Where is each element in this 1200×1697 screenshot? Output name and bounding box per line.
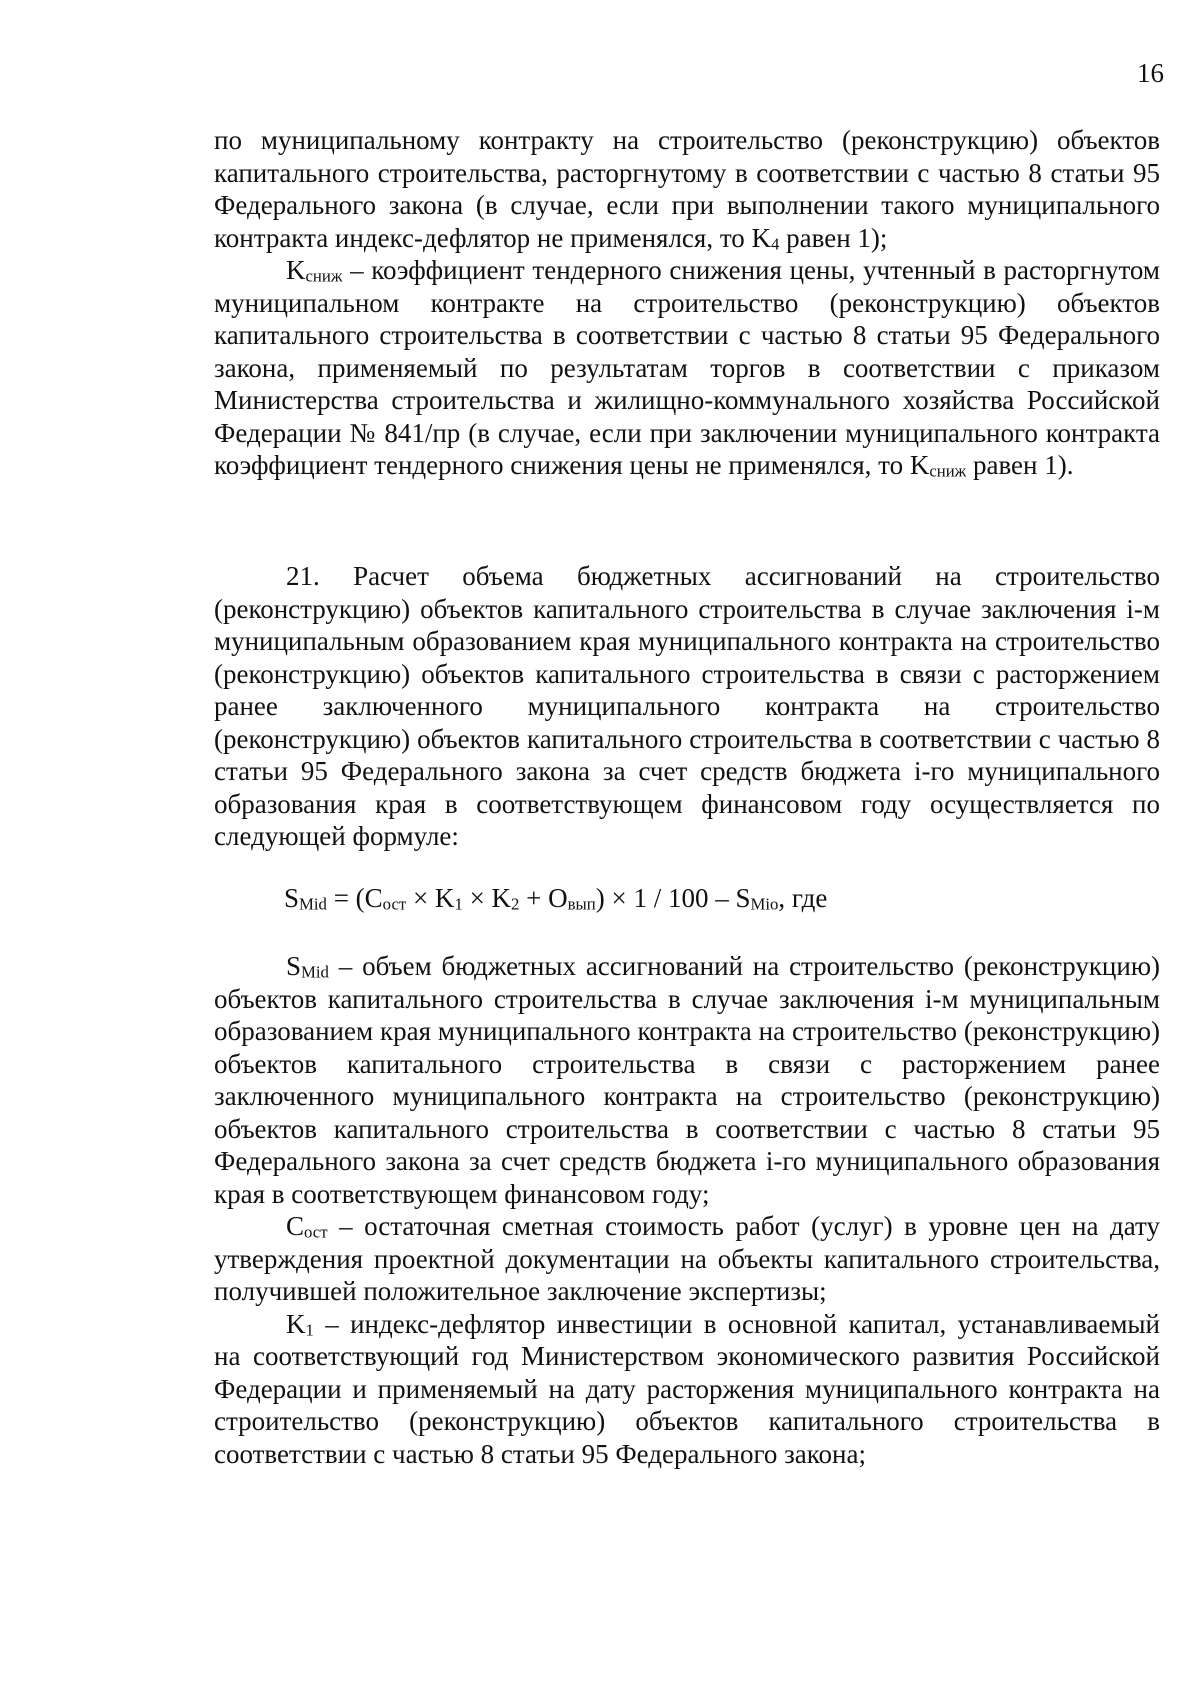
formula-symbol: S [284,883,300,913]
symbol: C [286,1211,305,1241]
subscript: Mio [750,894,779,914]
text-block-bottom [214,950,1160,1470]
symbol: S [286,951,302,981]
formula-part: = (C [326,883,383,913]
paragraph-s-mid-definition [214,950,1160,1210]
subscript: ост [304,1222,328,1242]
subscript: 4 [771,234,780,253]
paragraph-k-sniz-definition [214,254,1160,482]
formula [284,882,827,915]
formula-part: + O [519,883,568,913]
text-block-middle [214,560,1160,853]
paragraph-contract-continuation [214,124,1160,254]
formula-part: × K [462,883,512,913]
paragraph-text: – индекс-дефлятор инвестиции в основной капитал, устанавливаемый на соответствующий год Министерством экономического развития Российской Федерации и применяемый на дату расторжения муниципального контракта на строительство (реконструкцию) объектов капитального строительства в соответствии с частью 8 статьи 95 Федерального закона; [214,1308,1160,1469]
symbol: K [286,255,306,285]
paragraph-21: 21. Расчет объема бюджетных ассигнований на строительство (реконструкцию) объектов капитального строительства в случае заключения i-м муниципальным образованием края муниципального контракта на строительство (реконструкцию) объектов капитального строительства в связи с расторжением ранее заключенного муниципального контракта на строительство (реконструкцию) объектов капитального строительства в соответствии с частью 8 статьи 95 Федерального закона за счет средств бюджета i-го муниципального образования края в соответствующем финансовом году осуществляется по следующей формуле: [214,561,1160,851]
formula-part: ) × 1 / 100 – S [595,883,751,913]
paragraph-text: по муниципальному контракту на строительство (реконструкцию) объектов капитального строительства, расторгнутому в соответствии с частью 8 статьи 95 Федерального закона (в случае, если при выполнении такого муниципального контракта индекс-дефлятор не применялся, то K [214,125,1160,253]
text-block-top [214,124,1160,482]
subscript: 2 [511,894,520,914]
subscript: вып [567,894,596,914]
paragraph-k1-definition [214,1308,1160,1471]
paragraph-text: – коэффициент тендерного снижения цены, учтенный в расторгнутом муниципальном контракте на строительство (реконструкцию) объектов капитального строительства в соответствии с частью 8 статьи 95 Федерального закона, применяемый по результатам торгов в соответствии с приказом Министерства строительства и жилищно-коммунального хозяйства Российской Федерации № 841/пр (в случае, если при заключении муниципального контракта коэффициент тендерного снижения цены не применялся, то K [214,255,1160,480]
formula-part: × K [406,883,455,913]
paragraph-text: равен 1). [966,450,1074,480]
subscript: сниж [305,266,343,286]
page-number: 16 [1137,58,1164,88]
symbol: K [286,1308,306,1339]
subscript: ост [382,894,407,914]
formula-part: , где [778,883,828,913]
paragraph-text: равен 1); [779,222,888,253]
subscript: сниж [929,461,967,481]
subscript: 1 [454,894,463,914]
subscript: Mid [299,894,327,914]
subscript: Mid [301,962,329,982]
paragraph-text: – остаточная сметная стоимость работ (услуг) в уровне цен на дату утверждения проектной документации на объекты капитального строительства, получившей положительное заключение экспертизы; [214,1211,1160,1306]
subscript: 1 [305,1320,314,1339]
paragraph-c-ost-definition [214,1210,1160,1308]
paragraph-text: – объем бюджетных ассигнований на строительство (реконструкцию) объектов капитального строительства в случае заключения i-м муниципальным образованием края муниципального контракта на строительство (реконструкцию) объектов капитального строительства в связи с расторжением ранее заключенного муниципального контракта на строительство (реконструкцию) объектов капитального строительства в соответствии с частью 8 статьи 95 Федерального закона за счет средств бюджета i-го муниципального образования края в соответствующем финансовом году; [214,951,1160,1209]
